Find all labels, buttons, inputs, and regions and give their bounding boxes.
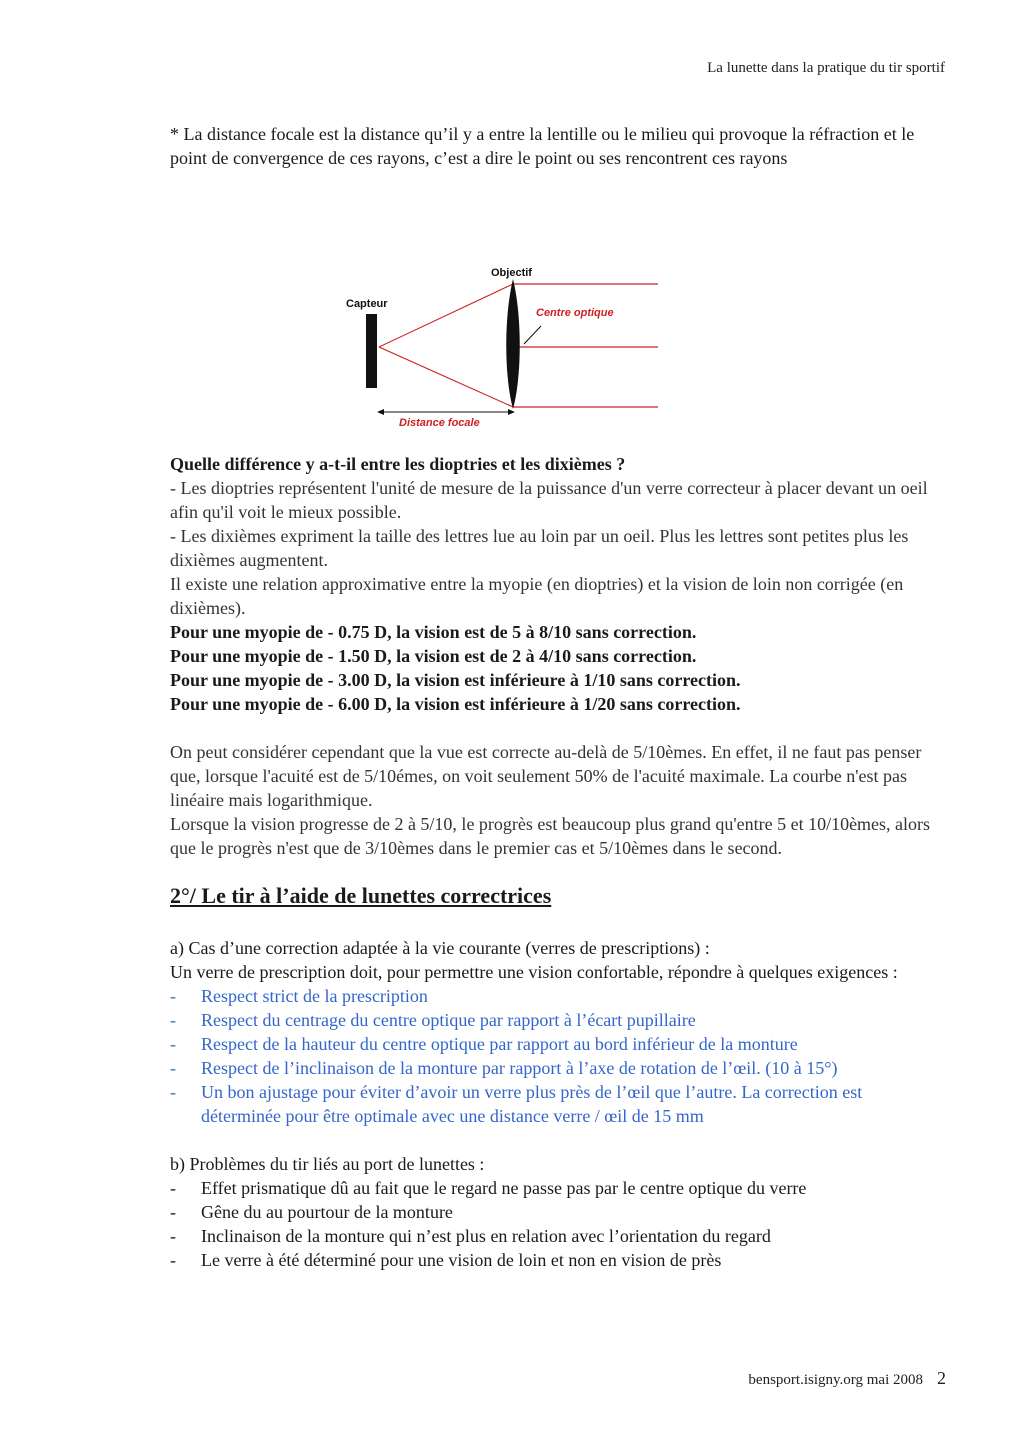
section-a-list xyxy=(170,984,945,1128)
label-capteur: Capteur xyxy=(346,298,388,310)
arrow-head-left xyxy=(377,409,384,415)
myopie-line-3: Pour une myopie de - 3.00 D, la vision est inférieure à 1/10 sans correction. xyxy=(170,670,741,690)
list-item: - Respect du centrage du centre optique par rapport à l’écart pupillaire xyxy=(170,1010,696,1030)
page-content xyxy=(170,122,945,1272)
intro-paragraph: * La distance focale est la distance qu’il y a entre la lentille ou le milieu qui provoque la réfraction et le point de convergence de ces rayons, c’est a dire le point ou ses rencontrent ces rayons xyxy=(170,124,915,168)
myopie-line-2: Pour une myopie de - 1.50 D, la vision est de 2 à 4/10 sans correction. xyxy=(170,646,697,666)
section-b-list xyxy=(170,1176,945,1272)
section-a-title: a) Cas d’une correction adaptée à la vie courante (verres de prescriptions) : xyxy=(170,938,710,958)
page-footer xyxy=(748,1368,946,1389)
list-item: - Inclinaison de la monture qui n’est plus en relation avec l’orientation du regard xyxy=(170,1226,771,1246)
label-centre-optique: Centre optique xyxy=(536,307,614,319)
section-title: 2°/ Le tir à l’aide de lunettes correctrices xyxy=(170,883,552,908)
section-a-intro: Un verre de prescription doit, pour permettre une vision confortable, répondre à quelques exigences : xyxy=(170,962,898,982)
list-item: - Respect de l’inclinaison de la monture par rapport à l’axe de rotation de l’œil. (10 à 15°) xyxy=(170,1058,838,1078)
list-item: - Respect de la hauteur du centre optique par rapport au bord inférieur de la monture xyxy=(170,1034,798,1054)
focal-distance-diagram xyxy=(170,176,945,426)
list-item: - Gêne du au pourtour de la monture xyxy=(170,1202,453,1222)
page-number: 2 xyxy=(937,1368,946,1388)
acuite-paragraph-2: Lorsque la vision progresse de 2 à 5/10, le progrès est beaucoup plus grand qu'entre 5 et 10/10èmes, alors que le progrès n'est que de 3/10èmes dans le premier cas et 5/10èmes dans le second. xyxy=(170,814,931,858)
label-distance-focale: Distance focale xyxy=(399,417,480,426)
capteur-bar xyxy=(366,314,377,388)
focal-diagram-svg xyxy=(341,176,671,426)
dioptries-line-3: Il existe une relation approximative entre la myopie (en dioptries) et la vision de loin non corrigée (en dixièmes). xyxy=(170,574,904,618)
label-objectif: Objectif xyxy=(491,267,532,279)
list-item: - Un bon ajustage pour éviter d’avoir un verre plus près de l’œil que l’autre. La correction est déterminée pour être optimale avec une distance verre / œil de 15 mm xyxy=(170,1082,863,1126)
dioptries-line-1: - Les dioptries représentent l'unité de mesure de la puissance d'un verre correcteur à placer devant un oeil afin qu'il voit le mieux possible. xyxy=(170,478,928,522)
myopie-line-4: Pour une myopie de - 6.00 D, la vision est inférieure à 1/20 sans correction. xyxy=(170,694,741,714)
page-header: La lunette dans la pratique du tir sportif xyxy=(707,60,945,76)
list-item: - Respect strict de la prescription xyxy=(170,986,428,1006)
centre-pointer xyxy=(524,326,541,344)
list-item: - Le verre à été déterminé pour une vision de loin et non en vision de près xyxy=(170,1250,722,1270)
list-item: - Effet prismatique dû au fait que le regard ne passe pas par le centre optique du verre xyxy=(170,1178,807,1198)
myopie-line-1: Pour une myopie de - 0.75 D, la vision est de 5 à 8/10 sans correction. xyxy=(170,622,697,642)
arrow-head-right xyxy=(508,409,515,415)
section-b-title: b) Problèmes du tir liés au port de lunettes : xyxy=(170,1154,485,1174)
dioptries-line-2: - Les dixièmes expriment la taille des lettres lue au loin par un oeil. Plus les lettres sont petites plus les dixièmes augmentent. xyxy=(170,526,909,570)
converging-ray-top xyxy=(379,284,513,347)
footer-site: bensport.isigny.org mai 2008 xyxy=(748,1372,923,1388)
converging-ray-bottom xyxy=(379,347,513,407)
acuite-paragraph-1: On peut considérer cependant que la vue est correcte au-delà de 5/10èmes. En effet, il ne faut pas penser que, lorsque l'acuité est de 5/10émes, on voit seulement 50% de l'acuité maximale. La courbe n'est pas linéaire mais logarithmique. xyxy=(170,742,922,810)
lens-objectif xyxy=(506,279,520,409)
dioptries-question: Quelle différence y a-t-il entre les dioptries et les dixièmes ? xyxy=(170,454,626,474)
